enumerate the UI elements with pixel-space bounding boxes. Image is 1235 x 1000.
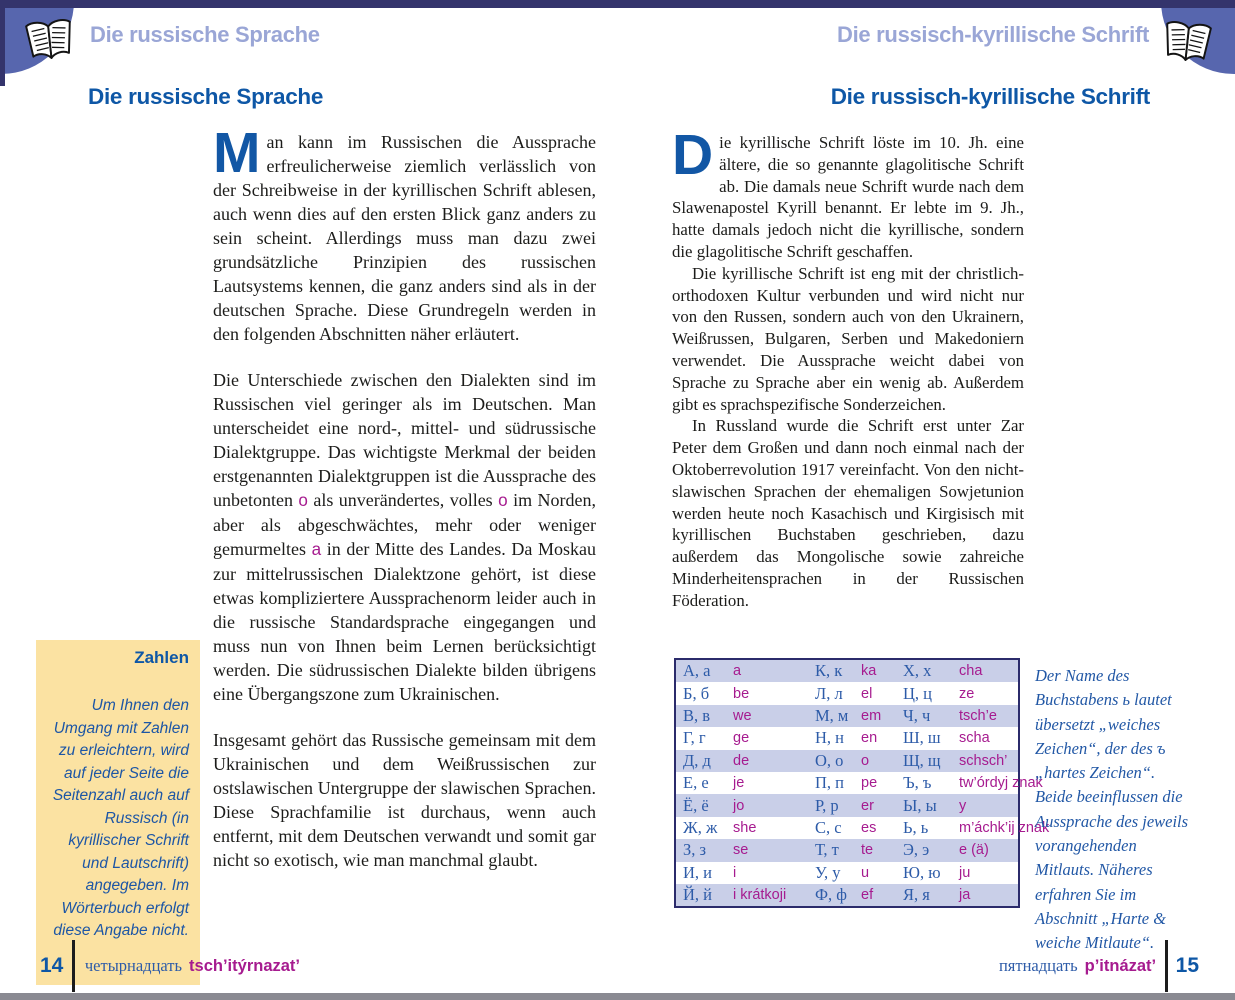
footer-divider: [72, 940, 75, 992]
paragraph: [213, 368, 596, 706]
footer-cyrillic-number: четырнадцать: [84, 956, 183, 975]
cyrillic-letter: М, м: [815, 705, 849, 725]
open-book-icon: [21, 13, 78, 73]
letter-name: y: [959, 797, 967, 814]
letter-name: u: [861, 864, 870, 881]
letter-name: i: [733, 864, 737, 881]
right-running-head: Die russisch-kyrillische Schrift: [837, 22, 1149, 47]
alphabet-table-row: [676, 750, 1018, 772]
letter-name: te: [861, 842, 874, 859]
letter-name: we: [733, 707, 752, 724]
paragraph: Die kyrillische Schrift ist eng mit der christlich-orthodoxen Kultur verbunden und wird nicht nur von den Russen, sondern auch von den Ukrainern, Weißrussen, Bulgaren, Serben und Makedoniern verwendet. Die Aussprache weicht dabei von Sprache zu Sprache aber ein wenig ab. Außerdem gibt es sprachspezifische Sonderzeichen.: [672, 263, 1024, 414]
letter-name: tw’órdyj znak: [959, 775, 1043, 792]
right-page-footer: [999, 940, 1199, 992]
alphabet-table-row: [676, 817, 1050, 839]
open-book-icon: [1158, 15, 1215, 75]
letter-name: scha: [959, 730, 990, 747]
alphabet-table-row: [676, 884, 1018, 906]
letter-name: em: [861, 707, 882, 724]
sidebar-text: Um Ihnen den Umgang mit Zahlen zu erleichtern, wird auf jeder Seite die Seitenzahl auch auf Russisch (in kyrillischer Schrift und Lautschrift) angegeben. Im Wörterbuch erfolgt diese Angabe nicht.: [52, 697, 189, 939]
letter-name: je: [733, 775, 745, 792]
page-number: 15: [1175, 954, 1199, 977]
cyrillic-letter: Р, р: [815, 795, 839, 815]
cyrillic-letter: Н, н: [815, 728, 844, 748]
highlight-letter-o: o: [298, 491, 308, 510]
cyrillic-letter: Т, т: [815, 840, 839, 860]
letter-name: be: [733, 685, 750, 702]
letter-name: m’áchk’ij znak: [959, 819, 1050, 836]
bottom-edge-bar: [0, 993, 1235, 1000]
paragraph-text: ie kyrillische Schrift löste im 10. Jh. eine ältere, die so genannte glagolitische Schrift ab. Die damals neue Schrift wurde nach dem Slawenapostel Kyrill benannt. Er lebte im 9. Jh., hatte damals jedoch nicht die kyrillische, sondern die glagolitische Schrift geschaffen.: [672, 133, 1024, 261]
cyrillic-letter: Я, я: [903, 885, 930, 905]
dropcap-letter: D: [672, 123, 714, 187]
cyrillic-letter: Ц, ц: [903, 683, 932, 703]
paragraph: [672, 123, 1024, 263]
paragraph-text: als unverändertes, volles: [307, 490, 499, 510]
letter-name: ge: [733, 730, 750, 747]
paragraph: [213, 121, 596, 346]
letter-name: tsch’e: [959, 707, 997, 724]
cyrillic-letter: Ф, ф: [815, 885, 847, 905]
cyrillic-letter: Ъ, ъ: [903, 773, 932, 793]
cyrillic-letter: Г, г: [683, 728, 706, 748]
sidebar-info-box: [36, 640, 200, 985]
paragraph-text: im Norden, aber als abgeschwächtes, mehr oder weniger gemurmeltes: [213, 490, 596, 559]
cyrillic-letter: Е, е: [683, 773, 709, 793]
cyrillic-letter: С, с: [815, 817, 842, 837]
letter-name: es: [861, 819, 877, 836]
cyrillic-letter: А, а: [683, 661, 711, 681]
cyrillic-letter: Ы, ы: [903, 795, 937, 815]
alphabet-table-row: [676, 660, 1018, 682]
top-edge-bar: [0, 0, 1235, 8]
footer-cyrillic-number: пятнадцать: [998, 956, 1078, 975]
letter-name: ze: [959, 685, 975, 702]
alphabet-table-row: [676, 705, 1018, 727]
alphabet-table-row: [676, 682, 1018, 704]
letter-name: o: [861, 752, 870, 769]
cyrillic-letter: В, в: [683, 705, 711, 725]
cyrillic-letter: О, о: [815, 750, 844, 770]
left-page-footer: [40, 940, 300, 992]
left-page-heading: Die russische Sprache: [88, 84, 324, 109]
cyrillic-letter: Ю, ю: [903, 862, 941, 882]
letter-name: i krátkoji: [733, 887, 787, 904]
letter-name: cha: [959, 663, 983, 680]
cyrillic-alphabet-table: [674, 658, 1050, 908]
cyrillic-letter: Л, л: [815, 683, 843, 703]
dropcap-letter: M: [213, 121, 261, 185]
cyrillic-letter: Ч, ч: [903, 705, 931, 725]
letter-name: de: [733, 752, 750, 769]
letter-name: er: [861, 797, 874, 814]
cyrillic-letter: Й, й: [683, 885, 712, 905]
letter-name: ef: [861, 887, 874, 904]
letter-name: ka: [861, 663, 877, 680]
left-running-head: Die russische Sprache: [90, 22, 320, 47]
page-number: 14: [40, 954, 64, 977]
cyrillic-letter: Ё, ё: [683, 795, 709, 815]
cyrillic-letter: Б, б: [683, 683, 710, 703]
cyrillic-letter: И, и: [683, 862, 712, 882]
cyrillic-letter: Ь, ь: [903, 817, 929, 837]
letter-name: e (ä): [959, 842, 989, 859]
alphabet-table-row: [676, 772, 1043, 794]
letter-name: she: [733, 819, 757, 836]
left-page-body: [213, 121, 596, 872]
alphabet-table-row: [676, 727, 1018, 749]
paragraph-text: in der Mitte des Landes. Da Moskau zur mittelrussischen Dialektzone gehört, ist diese etwas kompliziertere Aussprachenorm leider auch in die russische Standardsprache eingegangen und muss nun von Ihnen beim Lernen berücksichtigt werden. Die südrussischen Dialekte bilden übrigens eine Übergangszone zum Ukrainischen.: [213, 539, 596, 704]
letter-name: a: [733, 663, 742, 680]
letter-name: jo: [733, 797, 745, 814]
paragraph: In Russland wurde die Schrift erst unter Zar Peter dem Großen und dann noch einmal nach der Oktoberrevolution 1917 vereinfacht. Von den nicht-slawischen Sprachen der ehemaligen Sowjetunion werden heute noch Kasachisch und Kirgisisch mit kyrillischen Buchstaben geschrieben, dazu außerdem das Mongolische sowie zahreiche Minderheitensprachen in der Russischen Föderation.: [672, 416, 1024, 610]
alphabet-table-row: [676, 862, 1018, 884]
letter-name: schsch’: [959, 752, 1008, 769]
footer-phonetic-number: tsch’itýrnazat’: [189, 956, 300, 975]
cyrillic-letter: Д, д: [683, 750, 711, 770]
cyrillic-letter: Х, х: [903, 661, 932, 681]
cyrillic-letter: Ш, ш: [903, 728, 941, 748]
footer-divider: [1165, 940, 1168, 992]
alphabet-table-row: [676, 794, 1018, 816]
cyrillic-letter: Щ, щ: [903, 750, 941, 770]
highlight-letter-a: a: [311, 540, 322, 559]
letter-name: ja: [959, 887, 971, 904]
paragraph: Insgesamt gehört das Russische gemeinsam mit dem Ukrainischen und dem Weißrussischen zur ostslawischen Untergruppe der slawischen Sprachen. Diese Sprachfamilie ist durchaus, wenn auch entfernt, mit dem Deutschen verwandt und somit gar nicht so exotisch, wie man manchmal glaubt.: [213, 730, 596, 870]
cyrillic-letter: Э, э: [903, 840, 930, 860]
paragraph-text: an kann im Russischen die Aussprache erfreulicherweise ziemlich verlässlich von der Schreibweise in der kyrillischen Schrift ablesen, auch wenn dies auf den ersten Blick ganz anders zu sein scheint. Allerdings muss man dazu zwei grundsätzliche Prinzipien des russischen Lautsystems kennen, die ganz anders sind als in der deutschen Sprache. Diese Grundregeln werden in den folgenden Abschnitten näher erläutert.: [213, 132, 596, 344]
letter-name: ju: [959, 864, 971, 881]
cyrillic-letter: К, к: [815, 661, 843, 681]
alphabet-table-row: [676, 839, 1018, 861]
letter-name: pe: [861, 775, 878, 792]
letter-name: se: [733, 842, 749, 859]
footer-phonetic-number: p’itnázat’: [1084, 956, 1157, 975]
cyrillic-letter: У, у: [815, 862, 841, 882]
right-page-body: [672, 123, 1024, 612]
left-edge-bar: [0, 0, 5, 86]
cyrillic-letter: З, з: [683, 840, 707, 860]
table-margin-note: Der Name des Buchstabens ь lautet übersetzt „weiches Zeichen“, der des ъ „hartes Zeichen“. Beide beeinflussen die Aussprache des jeweils vorangehenden Mitlauts. Näheres erfahren Sie im Abschnitt „Harte & weiche Mitlaute“.: [1035, 666, 1189, 953]
paragraph-text: Die Unterschiede zwischen den Dialekten sind im Russischen viel geringer als im Deutschen. Man unterscheidet eine nord-, mittel- und südrussische Dialektgruppe. Das wichtigste Merkmal der beiden erstgenannten Dialektgruppen ist die Aussprache des unbetonten: [213, 370, 596, 510]
highlight-letter-o: o: [498, 491, 508, 510]
cyrillic-letter: Ж, ж: [683, 817, 718, 837]
cyrillic-letter: П, п: [815, 773, 844, 793]
letter-name: el: [861, 685, 873, 702]
letter-name: en: [861, 730, 878, 747]
sidebar-title: Zahlen: [134, 648, 189, 667]
right-page-heading: Die russisch-kyrillische Schrift: [830, 84, 1150, 109]
